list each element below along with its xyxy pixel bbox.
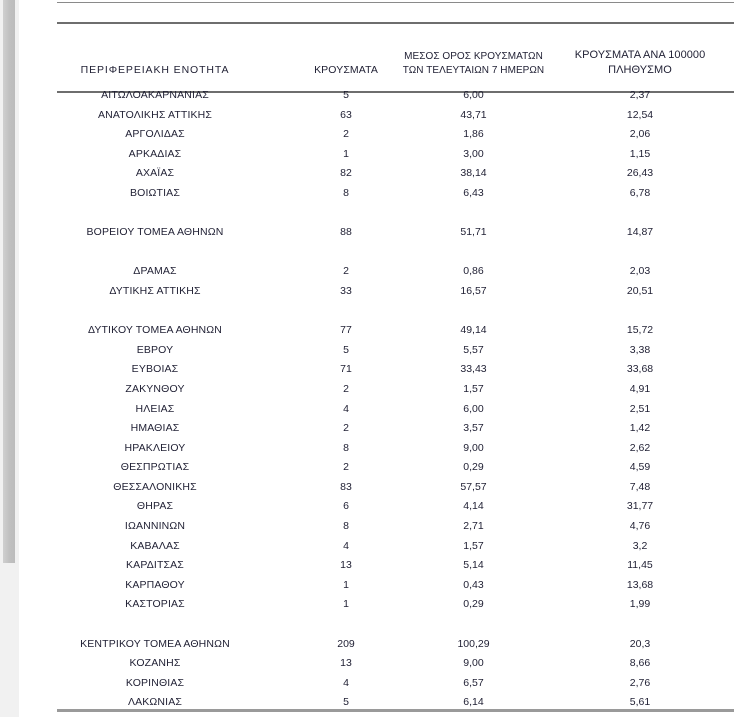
cell-cases: 2: [343, 382, 349, 395]
table-row: [19, 341, 734, 361]
table-row: [19, 145, 734, 165]
spacer-cell-2: [291, 0, 401, 48]
table-row: [19, 262, 734, 282]
column-header-per100k-line2: ΠΛΗΘΥΣΜΟ: [608, 63, 672, 76]
cell-cases: 13: [340, 657, 352, 670]
cell-avg7: 0,43: [463, 578, 484, 591]
cell-per100k: 31,77: [626, 500, 654, 513]
cell-avg7: 1,86: [463, 128, 484, 141]
cell-avg7: 6,00: [463, 402, 484, 415]
cell-cases: 1: [343, 147, 349, 160]
cell-cases: 88: [340, 226, 352, 239]
table-row: [19, 164, 734, 184]
cell-regional-unit: ΚΑΡΔΙΤΣΑΣ: [126, 559, 184, 572]
cell-regional-unit: ΚΑΡΠΑΘΟΥ: [125, 578, 185, 591]
cell-per100k: 8,66: [629, 657, 651, 670]
cell-avg7: 6,57: [463, 676, 484, 689]
cell-avg7: 0,29: [463, 461, 484, 474]
cell-avg7: 6,14: [463, 696, 484, 709]
cell-cases: 13: [340, 559, 352, 572]
cell-regional-unit: ΚΑΣΤΟΡΙΑΣ: [125, 598, 185, 611]
table-row: [19, 497, 734, 517]
spacer-cell: [19, 302, 734, 322]
column-header-avg7-line2: ΤΩΝ ΤΕΛΕΥΤΑΙΩΝ 7 ΗΜΕΡΩΝ: [402, 64, 545, 76]
cell-regional-unit: ΕΒΡΟΥ: [136, 343, 174, 356]
document-page: [19, 0, 734, 717]
cell-per100k: 11,45: [627, 559, 653, 572]
table-row: [19, 106, 734, 126]
table-row: [19, 674, 734, 694]
cell-cases: 5: [343, 696, 349, 709]
cell-avg7: 100,29: [457, 637, 490, 650]
cell-cases: 5: [343, 89, 349, 101]
table-row: [19, 321, 734, 341]
spacer-cell: [19, 615, 734, 635]
cell-cases: 83: [340, 480, 352, 493]
cell-regional-unit: ΒΟΡΕΙΟΥ ΤΟΜΕΑ ΑΘΗΝΩΝ: [86, 226, 224, 239]
column-header-avg7-line1: ΜΕΣΟΣ ΟΡΟΣ ΚΡΟΥΣΜΑΤΩΝ: [404, 51, 543, 62]
cell-avg7: 0,86: [463, 265, 484, 278]
cell-regional-unit: ΘΕΣΣΑΛΟΝΙΚΗΣ: [113, 480, 197, 493]
cell-per100k: 13,68: [626, 578, 654, 591]
cell-per100k: 6,78: [629, 186, 651, 199]
cell-per100k: 4,59: [629, 461, 651, 474]
table-row: [19, 693, 734, 713]
cell-regional-unit: ΘΕΣΠΡΩΤΙΑΣ: [120, 461, 190, 474]
table-body: [19, 84, 734, 713]
column-header-avg7: [401, 48, 546, 81]
cell-per100k: 1,42: [629, 422, 651, 435]
cell-regional-unit: ΔΡΑΜΑΣ: [133, 265, 177, 278]
cell-avg7: 3,57: [463, 422, 484, 435]
column-header-per100k: [546, 48, 734, 81]
cell-per100k: 3,2: [632, 539, 648, 552]
cell-cases: 8: [343, 520, 349, 533]
table-row: [19, 517, 734, 537]
table-head: [19, 0, 734, 84]
cell-per100k: 33,68: [626, 363, 654, 376]
cell-cases: 1: [343, 578, 349, 591]
cell-per100k: 20,51: [626, 284, 654, 297]
vertical-scrollbar-track[interactable]: [0, 0, 19, 717]
cell-cases: 4: [343, 676, 349, 689]
cell-avg7: 0,29: [463, 598, 484, 611]
cell-cases: 8: [343, 441, 349, 454]
table-row: [19, 282, 734, 302]
cell-per100k: 5,61: [629, 696, 651, 709]
cell-cases: 63: [340, 108, 352, 121]
table-row: [19, 654, 734, 674]
table-header-row: [19, 48, 734, 81]
cell-avg7: 5,14: [463, 559, 484, 572]
cell-regional-unit: ΘΗΡΑΣ: [136, 500, 174, 513]
cell-avg7: 33,43: [460, 363, 487, 376]
cell-per100k: 15,72: [626, 324, 654, 337]
cell-cases: 2: [343, 422, 349, 435]
cell-cases: 4: [343, 539, 349, 552]
table-row: [19, 84, 734, 106]
cell-avg7: 6,00: [463, 89, 484, 101]
cell-regional-unit: ΙΩΑΝΝΙΝΩΝ: [124, 520, 186, 533]
cell-per100k: 2,51: [629, 402, 651, 415]
cell-regional-unit: ΑΡΚΑΔΙΑΣ: [128, 147, 182, 160]
cell-per100k: 4,76: [629, 520, 651, 533]
cell-per100k: 7,48: [629, 480, 651, 493]
cell-regional-unit: ΔΥΤΙΚΟΥ ΤΟΜΕΑ ΑΘΗΝΩΝ: [87, 324, 223, 337]
cell-regional-unit: ΔΥΤΙΚΗΣ ΑΤΤΙΚΗΣ: [109, 284, 201, 297]
cell-per100k: 2,37: [629, 89, 651, 101]
cell-regional-unit: ΗΡΑΚΛΕΙΟΥ: [124, 441, 186, 454]
cell-per100k: 3,38: [629, 343, 651, 356]
table-head-spacer: [19, 0, 734, 48]
table-row: [19, 537, 734, 557]
column-header-regional-unit: [19, 48, 291, 81]
column-header-regional-unit-label: ΠΕΡΙΦΕΡΕΙΑΚΗ ΕΝΟΤΗΤΑ: [80, 64, 230, 76]
table-row: [19, 223, 734, 243]
column-header-cases-label: ΚΡΟΥΣΜΑΤΑ: [314, 64, 378, 76]
cell-regional-unit: ΑΡΓΟΛΙΔΑΣ: [125, 128, 185, 141]
cell-avg7: 43,71: [460, 108, 487, 121]
cell-regional-unit: ΖΑΚΥΝΘΟΥ: [125, 382, 185, 395]
cell-cases: 209: [337, 637, 355, 650]
cell-per100k: 14,87: [626, 226, 654, 239]
cell-per100k: 1,99: [629, 598, 651, 611]
column-header-avg7-label: [401, 50, 546, 81]
cell-regional-unit: ΒΟΙΩΤΙΑΣ: [130, 186, 180, 199]
cell-per100k: 2,62: [629, 441, 651, 454]
cell-cases: 71: [340, 363, 352, 376]
table-row: [19, 439, 734, 459]
cell-regional-unit: ΚΑΒΑΛΑΣ: [130, 539, 180, 552]
table-row: [19, 419, 734, 439]
cell-per100k: 4,91: [629, 382, 651, 395]
cell-cases: 77: [340, 324, 352, 337]
table-spacer-row: [19, 204, 734, 224]
cell-regional-unit: ΚΟΡΙΝΘΙΑΣ: [125, 676, 185, 689]
cell-regional-unit: ΗΛΕΙΑΣ: [135, 402, 175, 415]
column-header-cases: [291, 48, 401, 81]
cell-regional-unit: ΑΧΑΪΑΣ: [135, 167, 175, 180]
table-spacer-row: [19, 302, 734, 322]
cell-avg7: 49,14: [460, 324, 487, 337]
cell-cases: 5: [343, 343, 349, 356]
table-spacer-row: [19, 243, 734, 263]
cell-regional-unit: ΚΕΝΤΡΙΚΟΥ ΤΟΜΕΑ ΑΘΗΝΩΝ: [80, 637, 230, 650]
column-header-per100k-line1: ΚΡΟΥΣΜΑΤΑ ΑΝΑ 100000: [574, 49, 706, 61]
table-row: [19, 380, 734, 400]
cell-per100k: 1,15: [629, 147, 651, 160]
cell-avg7: 57,57: [460, 480, 487, 493]
cell-cases: 82: [340, 167, 352, 180]
cell-avg7: 2,71: [463, 520, 484, 533]
spacer-cell: [19, 243, 734, 263]
cell-cases: 33: [340, 284, 352, 297]
cell-per100k: 20,3: [629, 637, 651, 650]
table-spacer-row: [19, 615, 734, 635]
table-row: [19, 635, 734, 655]
cell-cases: 6: [343, 500, 349, 513]
cell-regional-unit: ΑΝΑΤΟΛΙΚΗΣ ΑΤΤΙΚΗΣ: [97, 108, 213, 121]
table-row: [19, 556, 734, 576]
cell-avg7: 9,00: [463, 441, 484, 454]
column-header-per100k-label: [546, 48, 734, 81]
regional-cases-table: [19, 0, 734, 713]
cell-avg7: 9,00: [463, 657, 484, 670]
spacer-cell-3: [401, 0, 546, 48]
table-row: [19, 576, 734, 596]
cell-avg7: 5,57: [463, 343, 484, 356]
table-row: [19, 184, 734, 204]
cell-avg7: 1,57: [463, 382, 484, 395]
cell-regional-unit: ΑΙΤΩΛΟΑΚΑΡΝΑΝΙΑΣ: [101, 89, 209, 101]
table-row: [19, 125, 734, 145]
cell-avg7: 1,57: [463, 539, 484, 552]
cell-cases: 2: [343, 128, 349, 141]
table-row: [19, 478, 734, 498]
vertical-scrollbar-thumb[interactable]: [3, 0, 15, 563]
cell-regional-unit: ΕΥΒΟΙΑΣ: [131, 363, 179, 376]
spacer-cell-4: [546, 0, 734, 48]
table-row: [19, 595, 734, 615]
cell-avg7: 16,57: [460, 284, 487, 297]
cell-cases: 1: [343, 598, 349, 611]
cell-per100k: 2,06: [629, 128, 651, 141]
cell-cases: 8: [343, 186, 349, 199]
cell-avg7: 38,14: [460, 167, 487, 180]
spacer-cell-1: [19, 0, 291, 48]
cell-regional-unit: ΛΑΚΩΝΙΑΣ: [127, 696, 183, 709]
cell-regional-unit: ΗΜΑΘΙΑΣ: [130, 422, 180, 435]
cell-per100k: 26,43: [626, 167, 654, 180]
cell-avg7: 6,43: [463, 186, 484, 199]
cell-regional-unit: ΚΟΖΑΝΗΣ: [129, 657, 181, 670]
cell-per100k: 2,76: [629, 676, 651, 689]
table-row: [19, 400, 734, 420]
table-row: [19, 458, 734, 478]
cell-avg7: 51,71: [460, 226, 487, 239]
cell-cases: 2: [343, 461, 349, 474]
cell-per100k: 12,54: [626, 108, 654, 121]
cell-per100k: 2,03: [629, 265, 651, 278]
spacer-cell: [19, 204, 734, 224]
table-row: [19, 360, 734, 380]
cell-cases: 4: [343, 402, 349, 415]
cell-cases: 2: [343, 265, 349, 278]
cell-avg7: 3,00: [463, 147, 484, 160]
cell-avg7: 4,14: [463, 500, 484, 513]
